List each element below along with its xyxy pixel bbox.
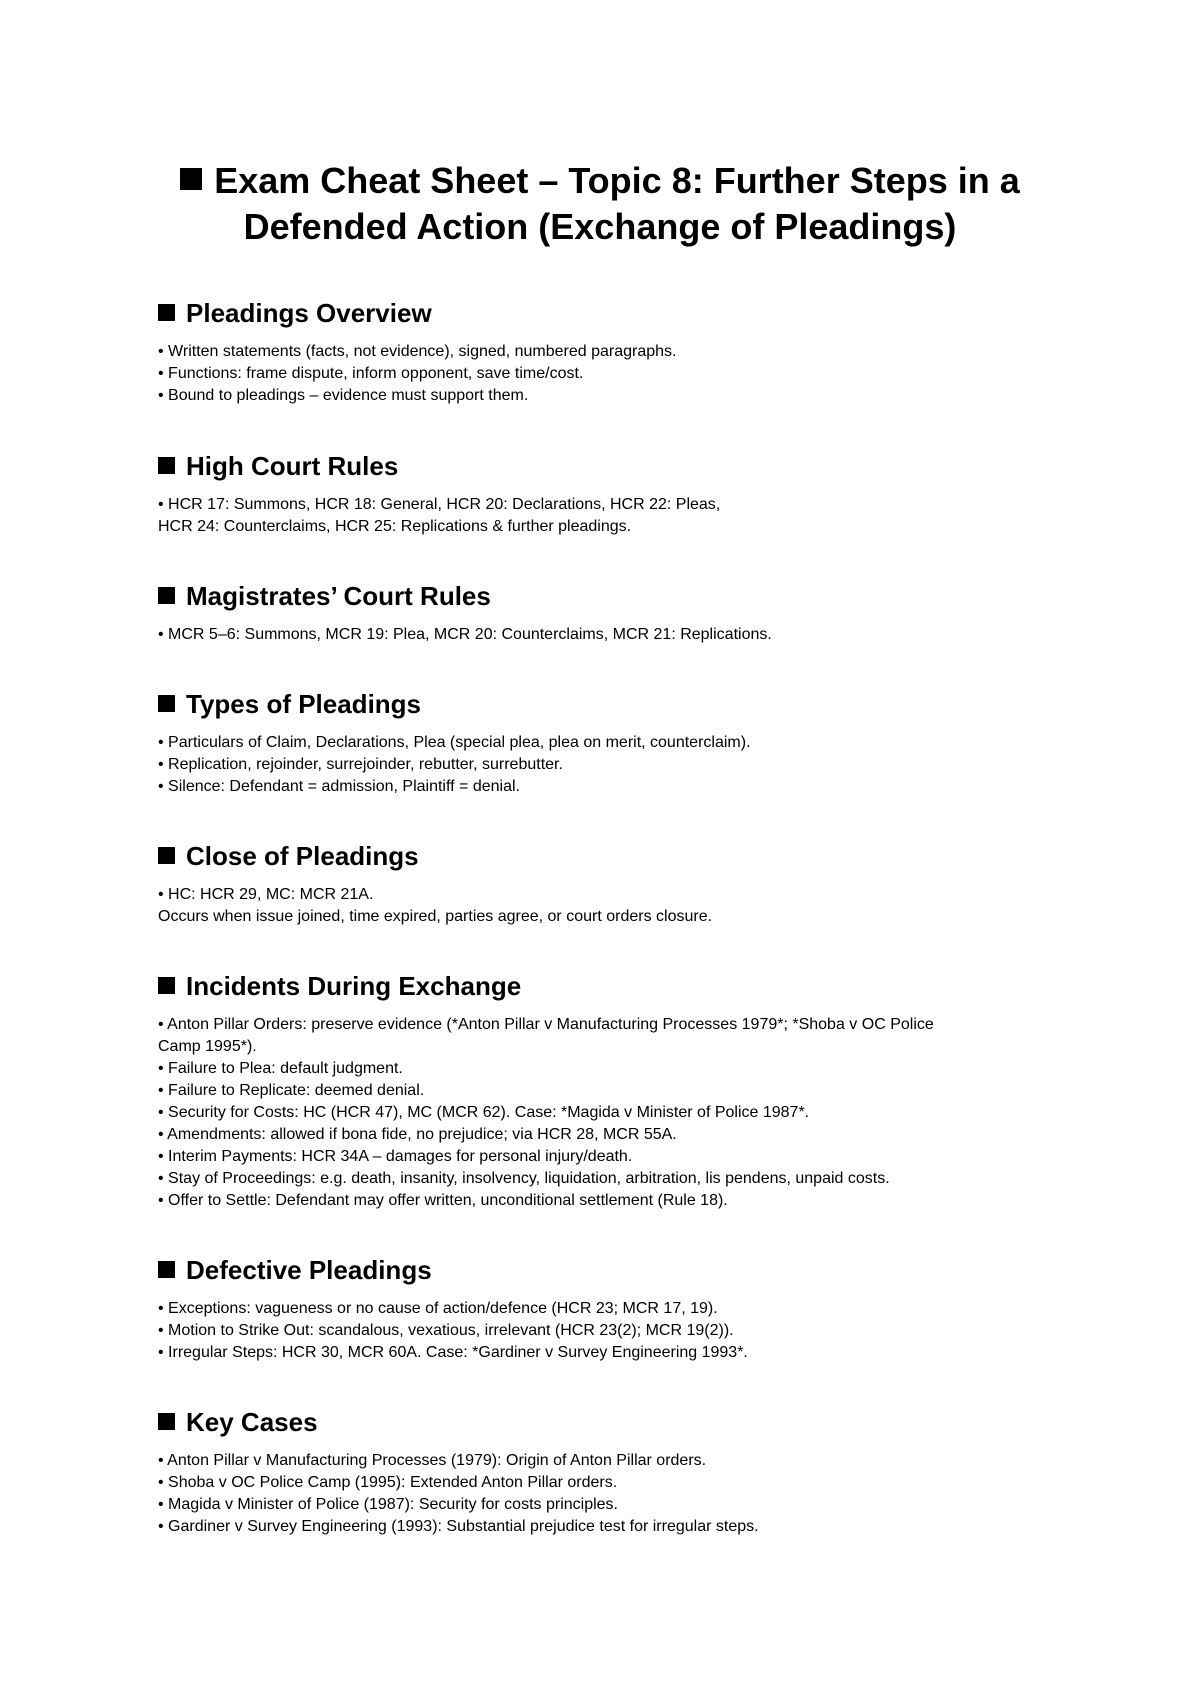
bullet-line: • Stay of Proceedings: e.g. death, insanity, insolvency, liquidation, arbitration, lis pendens, unpaid costs. bbox=[158, 1170, 890, 1187]
square-bullet-icon bbox=[158, 1413, 175, 1430]
bullet-line: • Silence: Defendant = admission, Plaintiff = denial. bbox=[158, 778, 520, 795]
bullet-line: • Failure to Replicate: deemed denial. bbox=[158, 1082, 425, 1099]
section-heading-text: Types of Pleadings bbox=[186, 689, 422, 719]
section-heading bbox=[158, 688, 1058, 720]
bullet-line: • Offer to Settle: Defendant may offer written, unconditional settlement (Rule 18). bbox=[158, 1192, 728, 1209]
document-title bbox=[120, 158, 1080, 250]
bullet-line: • Functions: frame dispute, inform opponent, save time/cost. bbox=[158, 365, 584, 382]
square-bullet-icon bbox=[158, 457, 175, 474]
square-bullet-icon bbox=[158, 304, 175, 321]
section-heading bbox=[158, 450, 1058, 482]
section-heading bbox=[158, 840, 1058, 872]
bullet-line: • Anton Pillar v Manufacturing Processes (1979): Origin of Anton Pillar orders. bbox=[158, 1452, 707, 1469]
section-types-of-pleadings bbox=[158, 688, 1058, 798]
section-heading-text: Close of Pleadings bbox=[186, 841, 419, 871]
bullet-line: • Written statements (facts, not evidence), signed, numbered paragraphs. bbox=[158, 343, 677, 360]
bullet-line: • Irregular Steps: HCR 30, MCR 60A. Case: *Gardiner v Survey Engineering 1993*. bbox=[158, 1344, 748, 1361]
square-bullet-icon bbox=[158, 1261, 175, 1278]
square-bullet-icon bbox=[158, 847, 175, 864]
title-line-2: Defended Action (Exchange of Pleadings) bbox=[243, 206, 957, 247]
section-magistrates-court-rules bbox=[158, 580, 1058, 646]
section-incidents-during-exchange bbox=[158, 970, 1058, 1212]
bullet-line: • Particulars of Claim, Declarations, Plea (special plea, plea on merit, counterclaim). bbox=[158, 734, 751, 751]
bullet-line: • Failure to Plea: default judgment. bbox=[158, 1060, 403, 1077]
section-heading bbox=[158, 970, 1058, 1002]
bullet-line: • MCR 5–6: Summons, MCR 19: Plea, MCR 20: Counterclaims, MCR 21: Replications. bbox=[158, 626, 772, 643]
section-close-of-pleadings bbox=[158, 840, 1058, 928]
bullet-line-continuation: Camp 1995*). bbox=[158, 1038, 257, 1055]
section-heading-text: Defective Pleadings bbox=[186, 1255, 432, 1285]
bullet-line: • Anton Pillar Orders: preserve evidence (*Anton Pillar v Manufacturing Processes 1979*; *Shoba v OC Police bbox=[158, 1016, 934, 1033]
bullet-line: • HC: HCR 29, MC: MCR 21A. bbox=[158, 886, 374, 903]
bullet-line: • Magida v Minister of Police (1987): Security for costs principles. bbox=[158, 1496, 618, 1513]
bullet-line: • Bound to pleadings – evidence must support them. bbox=[158, 387, 529, 404]
section-pleadings-overview bbox=[158, 297, 1058, 407]
section-heading-text: Pleadings Overview bbox=[186, 298, 432, 328]
square-bullet-icon bbox=[158, 977, 175, 994]
bullet-line: • Security for Costs: HC (HCR 47), MC (MCR 62). Case: *Magida v Minister of Police 1987*. bbox=[158, 1104, 810, 1121]
square-bullet-icon bbox=[180, 168, 202, 190]
bullet-line: • Replication, rejoinder, surrejoinder, rebutter, surrebutter. bbox=[158, 756, 563, 773]
title-line-1: Exam Cheat Sheet – Topic 8: Further Steps in a bbox=[214, 160, 1020, 201]
section-high-court-rules bbox=[158, 450, 1058, 538]
section-heading bbox=[158, 297, 1058, 329]
section-heading-text: Key Cases bbox=[186, 1407, 318, 1437]
bullet-line: • Interim Payments: HCR 34A – damages for personal injury/death. bbox=[158, 1148, 633, 1165]
square-bullet-icon bbox=[158, 587, 175, 604]
bullet-line: • Motion to Strike Out: scandalous, vexatious, irrelevant (HCR 23(2); MCR 19(2)). bbox=[158, 1322, 734, 1339]
section-defective-pleadings bbox=[158, 1254, 1058, 1364]
bullet-line: • Gardiner v Survey Engineering (1993): Substantial prejudice test for irregular steps. bbox=[158, 1518, 759, 1535]
section-heading-text: Incidents During Exchange bbox=[186, 971, 522, 1001]
section-heading-text: High Court Rules bbox=[186, 451, 399, 481]
bullet-line: • HCR 17: Summons, HCR 18: General, HCR 20: Declarations, HCR 22: Pleas, bbox=[158, 496, 721, 513]
bullet-line: • Shoba v OC Police Camp (1995): Extended Anton Pillar orders. bbox=[158, 1474, 618, 1491]
section-heading bbox=[158, 1254, 1058, 1286]
section-heading-text: Magistrates’ Court Rules bbox=[186, 581, 491, 611]
square-bullet-icon bbox=[158, 695, 175, 712]
bullet-line: • Amendments: allowed if bona fide, no prejudice; via HCR 28, MCR 55A. bbox=[158, 1126, 677, 1143]
section-key-cases bbox=[158, 1406, 1058, 1538]
bullet-line: Occurs when issue joined, time expired, parties agree, or court orders closure. bbox=[158, 908, 713, 925]
section-heading bbox=[158, 580, 1058, 612]
bullet-line: HCR 24: Counterclaims, HCR 25: Replications & further pleadings. bbox=[158, 518, 632, 535]
section-heading bbox=[158, 1406, 1058, 1438]
bullet-line: • Exceptions: vagueness or no cause of action/defence (HCR 23; MCR 17, 19). bbox=[158, 1300, 718, 1317]
